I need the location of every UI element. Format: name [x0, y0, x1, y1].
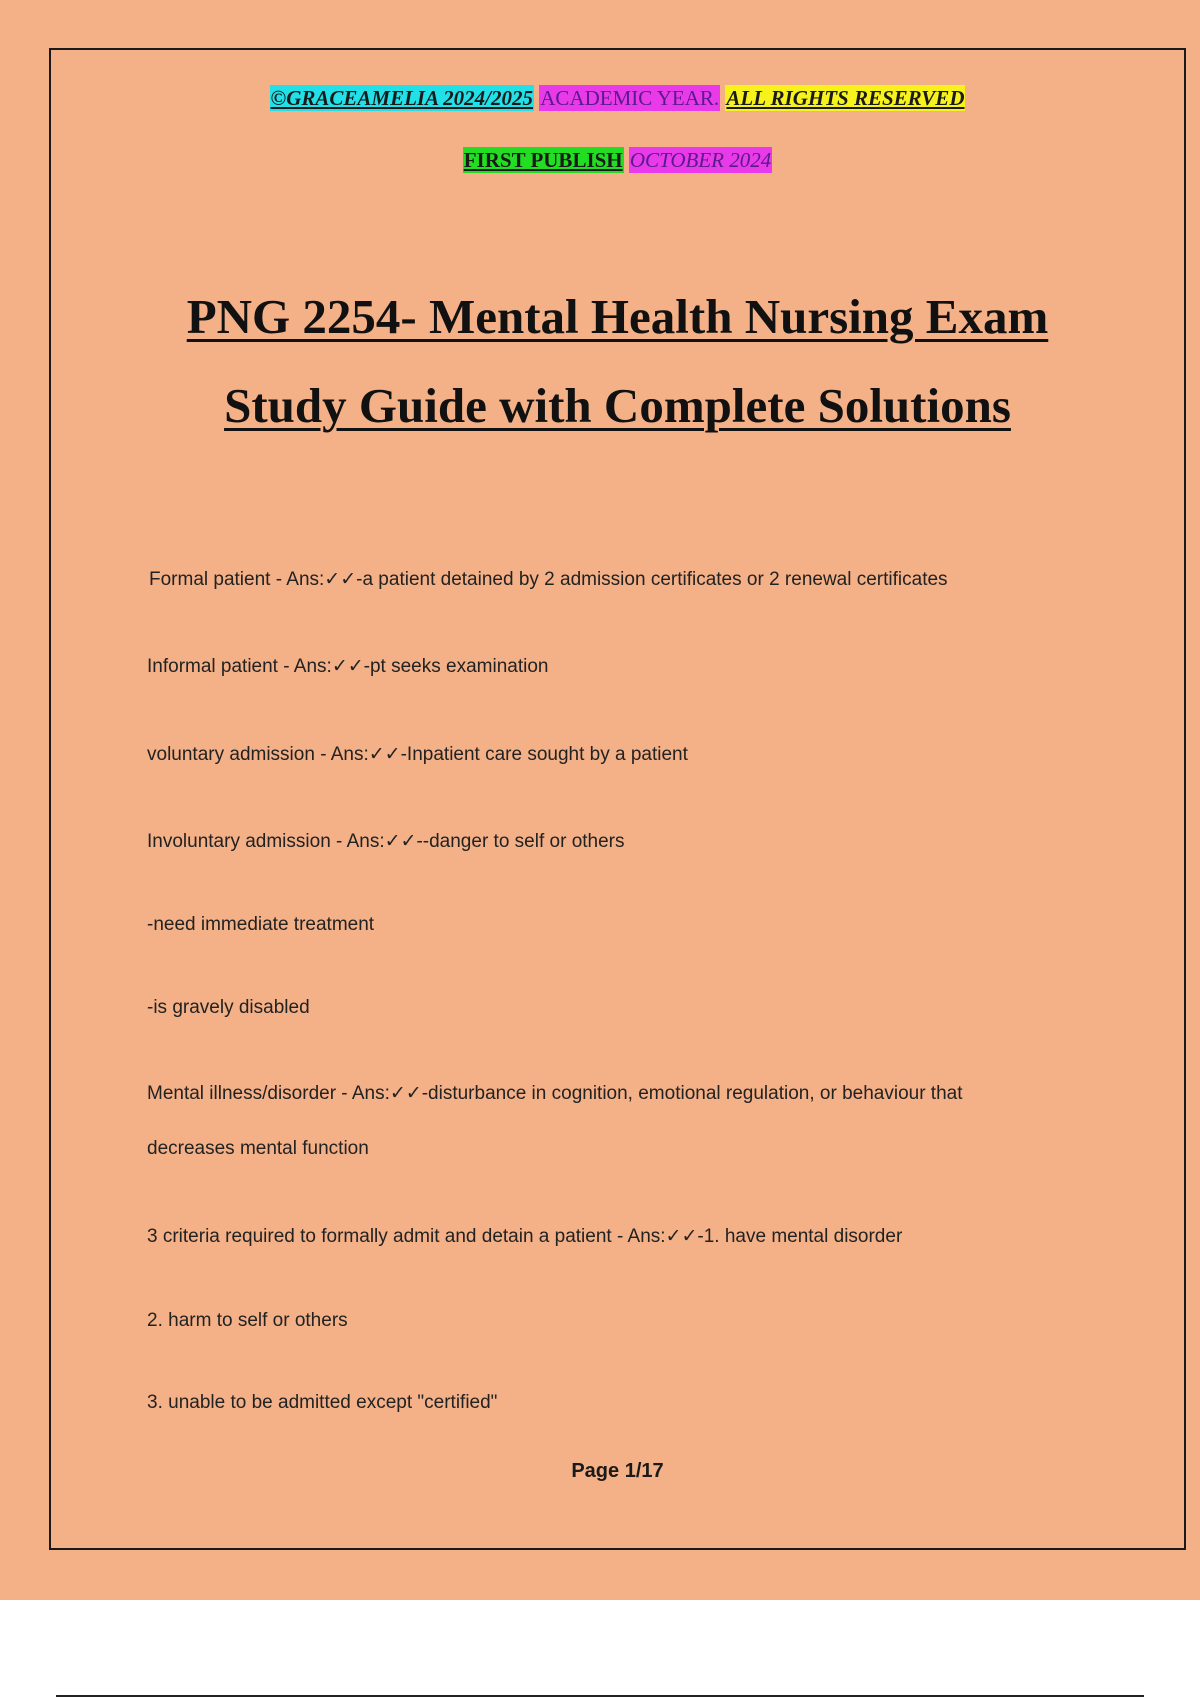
page-number: Page 1/17	[571, 1460, 664, 1482]
document-title-line-2: Study Guide with Complete Solutions	[224, 378, 1011, 433]
first-publish-label: FIRST PUBLISH	[463, 148, 623, 172]
qa-entry-mental-illness: Mental illness/disorder - Ans:✓✓-disturbance in cognition, emotional regulation, or behaviour that	[147, 1083, 963, 1104]
qa-entry-involuntary-admission: Involuntary admission - Ans:✓✓--danger to self or others	[147, 831, 625, 852]
qa-entry-continuation: decreases mental function	[147, 1138, 369, 1159]
academic-year-label: ACADEMIC YEAR.	[540, 86, 720, 110]
copyright-notice: ©GRACEAMELIA 2024/2025	[270, 86, 534, 110]
qa-entry-formal-patient: Formal patient - Ans:✓✓-a patient detained by 2 admission certificates or 2 renewal certificates	[149, 569, 948, 590]
qa-entry-continuation: 3. unable to be admitted except "certified"	[147, 1392, 498, 1413]
next-page-divider	[56, 1695, 1144, 1697]
page-border	[49, 48, 1186, 1550]
publish-date: OCTOBER 2024	[629, 148, 772, 172]
qa-entry-admission-criteria: 3 criteria required to formally admit and detain a patient - Ans:✓✓-1. have mental disorder	[147, 1226, 903, 1247]
qa-entry-continuation: -need immediate treatment	[147, 914, 375, 935]
qa-entry-continuation: 2. harm to self or others	[147, 1310, 348, 1331]
document-title-line-1: PNG 2254- Mental Health Nursing Exam	[186, 289, 1049, 344]
qa-entry-informal-patient: Informal patient - Ans:✓✓-pt seeks examination	[147, 656, 549, 677]
qa-entry-voluntary-admission: voluntary admission - Ans:✓✓-Inpatient care sought by a patient	[147, 744, 688, 765]
qa-entry-continuation: -is gravely disabled	[147, 997, 310, 1018]
rights-reserved-label: ALL RIGHTS RESERVED	[726, 86, 965, 110]
publish-header	[51, 148, 1184, 173]
copyright-header	[51, 86, 1184, 111]
